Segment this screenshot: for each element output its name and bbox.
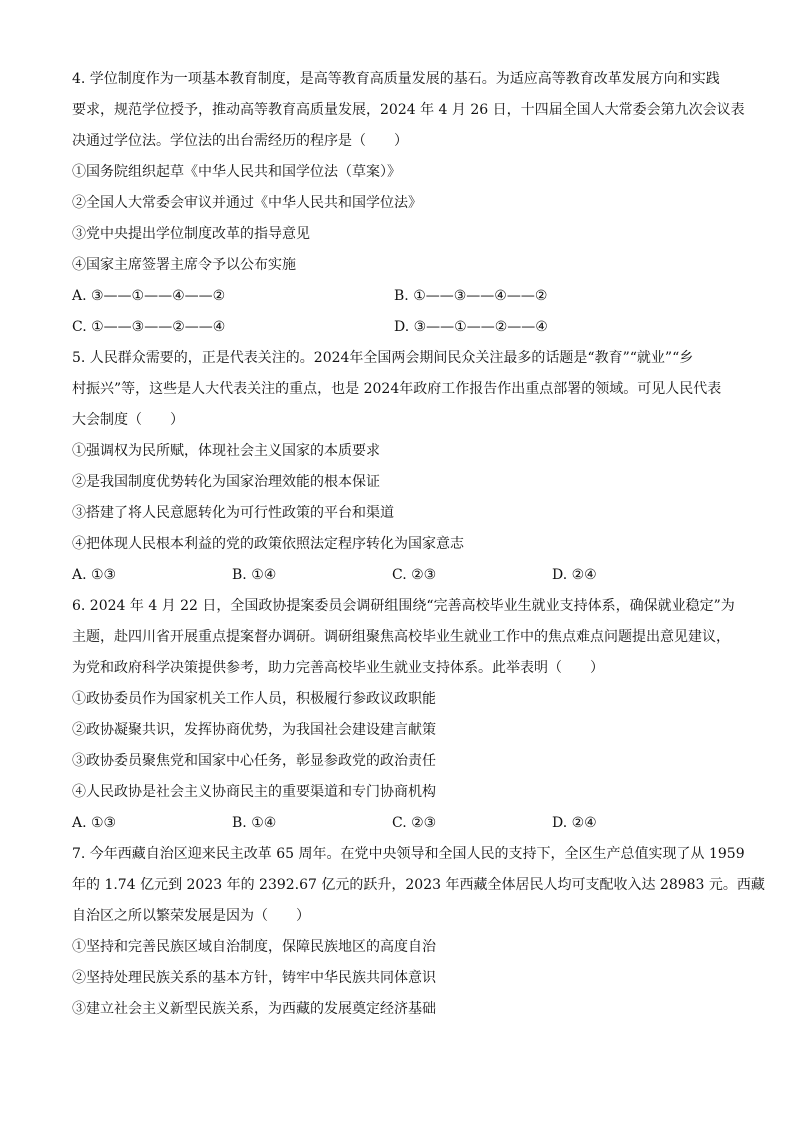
question-stem-line: 自治区之所以繁荣发展是因为（ ）	[72, 908, 310, 924]
option-b: B. ①——③——④——②	[394, 288, 548, 304]
options-row	[72, 808, 732, 839]
exam-page	[72, 64, 765, 1025]
question-stem-line: 为党和政府科学决策提供参考，助力完善高校毕业生就业支持体系。此举表明（ ）	[72, 660, 604, 676]
option-b: B. ①④	[232, 815, 277, 831]
option-b: B. ①④	[232, 567, 277, 583]
statement-item: ②坚持处理民族关系的基本方针，铸牢中华民族共同体意识	[72, 970, 436, 986]
statement-item: ④人民政协是社会主义协商民主的重要渠道和专门协商机构	[72, 784, 436, 800]
question-6	[72, 591, 735, 839]
option-a: A. ①③	[72, 815, 117, 831]
statement-item: ①国务院组织起草《中华人民共和国学位法（草案）》	[72, 164, 401, 180]
options-row	[72, 312, 732, 343]
options-row	[72, 281, 732, 312]
question-stem-line: 决通过学位法。学位法的出台需经历的程序是（ ）	[72, 133, 408, 149]
question-stem-line: 村振兴”等，这些是人大代表关注的重点，也是 2024年政府工作报告作出重点部署的领域。可见人民代表	[72, 381, 722, 397]
statement-item: ②是我国制度优势转化为国家治理效能的根本保证	[72, 474, 380, 490]
question-stem-line: 要求，规范学位授予，推动高等教育高质量发展，2024 年 4 月 26 日，十四届全国人大常委会第九次会议表	[72, 102, 745, 118]
statement-item: ④国家主席签署主席令予以公布实施	[72, 257, 296, 273]
option-a: A. ①③	[72, 567, 117, 583]
question-stem-line: 5. 人民群众需要的，正是代表关注的。2024年全国两会期间民众关注最多的话题是“教育”“就业”“乡	[72, 350, 694, 366]
statement-item: ③政协委员聚焦党和国家中心任务，彰显参政党的政治责任	[72, 753, 436, 769]
question-stem-line: 大会制度（ ）	[72, 412, 184, 428]
option-a: A. ③——①——④——②	[72, 288, 226, 304]
question-stem-line: 4. 学位制度作为一项基本教育制度，是高等教育高质量发展的基石。为适应高等教育改革发展方向和实践	[72, 71, 720, 87]
option-d: D. ②④	[552, 567, 597, 583]
statement-item: ②全国人大常委会审议并通过《中华人民共和国学位法》	[72, 195, 422, 211]
statement-item: ③建立社会主义新型民族关系，为西藏的发展奠定经济基础	[72, 1001, 436, 1017]
question-5	[72, 343, 732, 591]
statement-item: ②政协凝聚共识，发挥协商优势，为我国社会建设建言献策	[72, 722, 436, 738]
options-row	[72, 560, 732, 591]
option-c: C. ②③	[392, 815, 437, 831]
statement-item: ①强调权为民所赋，体现社会主义国家的本质要求	[72, 443, 380, 459]
option-c: C. ②③	[392, 567, 437, 583]
question-stem-line: 6. 2024 年 4 月 22 日，全国政协提案委员会调研组围绕“完善高校毕业生就业支持体系，确保就业稳定”为	[72, 598, 735, 614]
question-stem-line: 年的 1.74 亿元到 2023 年的 2392.67 亿元的跃升，2023 年西藏全体居民人均可支配收入达 28983 元。西藏	[72, 877, 765, 893]
question-stem-line: 7. 今年西藏自治区迎来民主改革 65 周年。在党中央领导和全国人民的支持下，全区生产总值实现了从 1959	[72, 846, 745, 862]
question-7	[72, 839, 765, 1025]
option-d: D. ③——①——②——④	[394, 319, 548, 335]
statement-item: ①坚持和完善民族区域自治制度，保障民族地区的高度自治	[72, 939, 436, 955]
statement-item: ①政协委员作为国家机关工作人员，积极履行参政议政职能	[72, 691, 436, 707]
statement-item: ③搭建了将人民意愿转化为可行性政策的平台和渠道	[72, 505, 394, 521]
statement-item: ③党中央提出学位制度改革的指导意见	[72, 226, 310, 242]
question-stem-line: 主题，赴四川省开展重点提案督办调研。调研组聚焦高校毕业生就业工作中的焦点难点问题提出意见建议，	[72, 629, 730, 645]
statement-item: ④把体现人民根本利益的党的政策依照法定程序转化为国家意志	[72, 536, 464, 552]
option-c: C. ①——③——②——④	[72, 319, 226, 335]
option-d: D. ②④	[552, 815, 597, 831]
question-4	[72, 64, 745, 343]
